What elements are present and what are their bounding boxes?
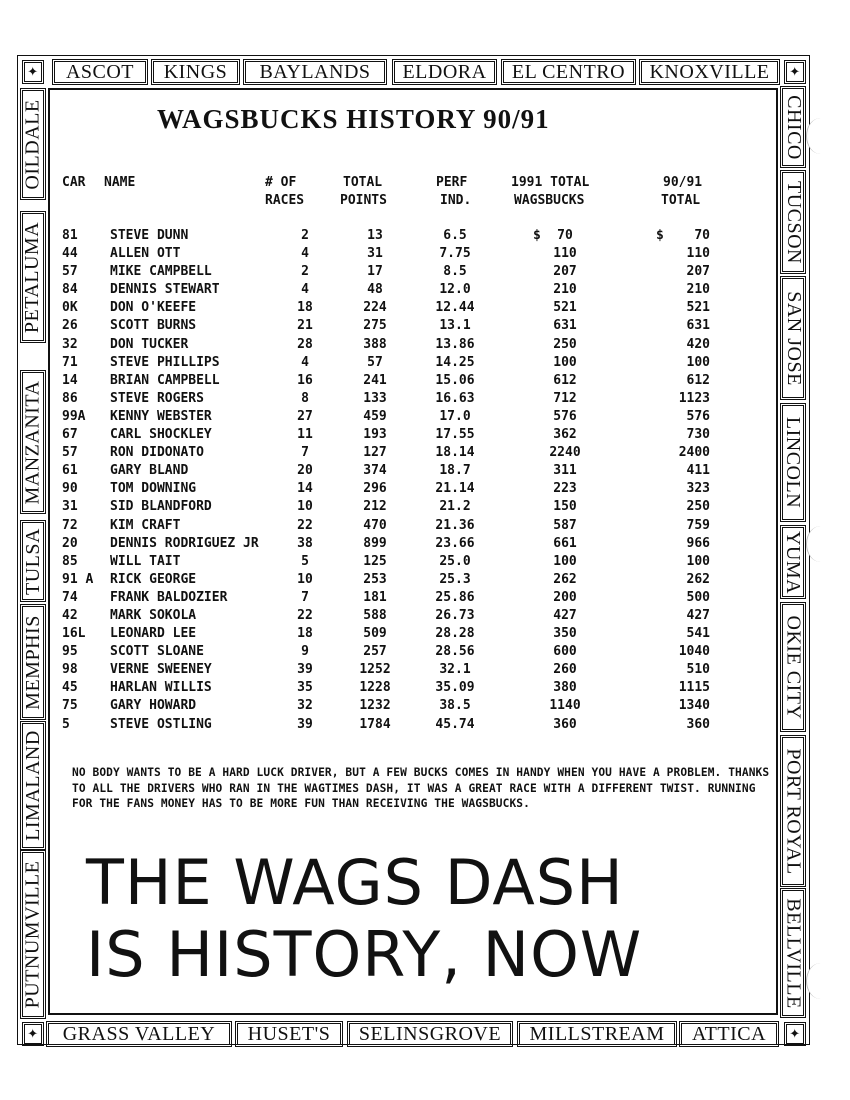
total-90-91: 420	[686, 336, 710, 352]
car-number: 16L	[62, 626, 86, 642]
car-number: 42	[62, 607, 78, 623]
right-track-chico: CHICO	[782, 88, 804, 166]
wagsbucks-1991: 360	[553, 716, 577, 732]
performance-index: 15.06	[435, 372, 475, 388]
performance-index: 18.7	[439, 463, 471, 479]
car-number: 14	[62, 372, 78, 388]
wagsbucks-1991: 311	[553, 463, 577, 479]
car-number: 57	[62, 264, 78, 280]
driver-name: RICK GEORGE	[110, 571, 197, 587]
top-track-baylands: BAYLANDS	[245, 61, 385, 83]
driver-name: CARL SHOCKLEY	[110, 427, 212, 443]
headline-line2: IS HISTORY, NOW	[86, 918, 643, 991]
races-count: 10	[297, 571, 313, 587]
wagsbucks-1991: 2240	[549, 445, 581, 461]
wagsbucks-1991: 110	[553, 246, 577, 262]
performance-index: 13.86	[435, 336, 475, 352]
right-track-yuma: YUMA	[782, 527, 804, 597]
total-90-91: 110	[686, 246, 710, 262]
header-points-line2: POINTS	[340, 193, 387, 208]
driver-name: VERNE SWEENEY	[110, 662, 212, 678]
car-number: 67	[62, 427, 78, 443]
total-points: 588	[363, 607, 387, 623]
total-90-91: 1115	[678, 680, 710, 696]
corner-top-right: ✦	[786, 62, 804, 82]
table-row	[0, 571, 850, 589]
wagsbucks-1991: 70	[557, 228, 573, 243]
car-number: 20	[62, 535, 78, 551]
total-points: 296	[363, 481, 387, 497]
races-count: 4	[301, 354, 309, 370]
total-90-91: 70	[694, 228, 710, 243]
top-track-el-centro: EL CENTRO	[503, 61, 634, 83]
left-track-petaluma: PETALUMA	[22, 213, 44, 341]
total-90-91: 207	[686, 264, 710, 280]
header-points-line1: TOTAL	[343, 175, 383, 190]
performance-index: 14.25	[435, 354, 475, 370]
races-count: 11	[297, 427, 313, 443]
total-90-91: 323	[686, 481, 710, 497]
table-row	[0, 245, 850, 263]
table-row	[0, 607, 850, 625]
car-number: 61	[62, 463, 78, 479]
total-90-91: 1340	[678, 698, 710, 714]
car-number: 31	[62, 499, 78, 515]
car-number: 81	[62, 228, 78, 243]
wagsbucks-1991: 250	[553, 336, 577, 352]
headline-line1: THE WAGS DASH	[86, 846, 624, 919]
driver-name: STEVE DUNN	[110, 228, 189, 243]
table-row	[0, 697, 850, 715]
table-row	[0, 643, 850, 661]
wagsbucks-1991: 207	[553, 264, 577, 280]
total-90-91: 612	[686, 372, 710, 388]
wagsbucks-1991: 200	[553, 589, 577, 605]
total-points: 388	[363, 336, 387, 352]
races-count: 2	[301, 228, 309, 243]
races-count: 22	[297, 517, 313, 533]
table-row	[0, 661, 850, 679]
driver-name: TOM DOWNING	[110, 481, 197, 497]
header-total-line2: TOTAL	[661, 193, 701, 208]
races-count: 7	[301, 589, 309, 605]
driver-name: SID BLANDFORD	[110, 499, 212, 515]
table-row	[0, 426, 850, 444]
performance-index: 13.1	[439, 318, 471, 334]
wagsbucks-1991: 661	[553, 535, 577, 551]
races-count: 18	[297, 626, 313, 642]
wagsbucks-1991: 223	[553, 481, 577, 497]
races-count: 5	[301, 553, 309, 569]
total-points: 224	[363, 300, 387, 316]
total-points: 13	[367, 228, 383, 243]
table-row	[0, 480, 850, 498]
performance-index: 12.44	[435, 300, 475, 316]
driver-name: SCOTT BURNS	[110, 318, 197, 334]
car-number: 84	[62, 282, 78, 298]
bottom-track-husets: HUSET'S	[237, 1023, 341, 1045]
wagsbucks-1991: 260	[553, 662, 577, 678]
total-90-91: 730	[686, 427, 710, 443]
header-perf-line2: IND.	[440, 193, 472, 208]
total-points: 899	[363, 535, 387, 551]
left-track-putnumville: PUTNUMVILLE	[22, 852, 44, 1017]
table-row	[0, 390, 850, 408]
races-count: 39	[297, 716, 313, 732]
table-row	[0, 336, 850, 354]
races-count: 4	[301, 282, 309, 298]
performance-index: 6.5	[443, 228, 467, 243]
table-row	[0, 317, 850, 335]
header-wagsbucks-line2: WAGSBUCKS	[514, 193, 585, 208]
wagsbucks-1991: 600	[553, 644, 577, 660]
driver-name: KENNY WEBSTER	[110, 408, 212, 424]
driver-name: MARK SOKOLA	[110, 607, 197, 623]
performance-index: 17.0	[439, 408, 471, 424]
driver-name: GARY HOWARD	[110, 698, 197, 714]
driver-name: KIM CRAFT	[110, 517, 181, 533]
performance-index: 32.1	[439, 662, 471, 678]
left-track-memphis: MEMPHIS	[22, 606, 44, 718]
total-90-91: 2400	[678, 445, 710, 461]
right-track-san-jose: SAN JOSE	[782, 278, 804, 398]
wagsbucks-1991: 262	[553, 571, 577, 587]
wagsbucks-1991: 712	[553, 390, 577, 406]
car-number: 90	[62, 481, 78, 497]
binder-hole-bottom	[806, 963, 835, 999]
total-90-91: 541	[686, 626, 710, 642]
left-track-tulsa: TULSA	[22, 522, 44, 600]
performance-index: 21.2	[439, 499, 471, 515]
total-90-91: 210	[686, 282, 710, 298]
performance-index: 21.14	[435, 481, 475, 497]
performance-index: 28.28	[435, 626, 475, 642]
driver-name: ALLEN OTT	[110, 246, 181, 262]
driver-name: DENNIS STEWART	[110, 282, 220, 298]
driver-name: STEVE ROGERS	[110, 390, 204, 406]
total-points: 1252	[359, 662, 391, 678]
races-count: 39	[297, 662, 313, 678]
wagsbucks-1991: 100	[553, 354, 577, 370]
races-count: 32	[297, 698, 313, 714]
header-perf-line1: PERF	[436, 175, 468, 190]
total-90-91: 1040	[678, 644, 710, 660]
top-track-eldora: ELDORA	[394, 61, 495, 83]
total-90-91: 521	[686, 300, 710, 316]
wagsbucks-1991: 587	[553, 517, 577, 533]
table-row	[0, 299, 850, 317]
car-number: 0K	[62, 300, 78, 316]
header-total-line1: 90/91	[663, 175, 703, 190]
driver-name: STEVE PHILLIPS	[110, 354, 220, 370]
wagsbucks-1991: 521	[553, 300, 577, 316]
standings-table	[0, 227, 850, 734]
total-points: 509	[363, 626, 387, 642]
header-races-line1: # OF	[265, 175, 297, 190]
car-number: 99A	[62, 408, 86, 424]
table-row	[0, 553, 850, 571]
wagsbucks-1991: 150	[553, 499, 577, 515]
performance-index: 16.63	[435, 390, 475, 406]
table-row	[0, 589, 850, 607]
races-count: 22	[297, 607, 313, 623]
total-90-91: 576	[686, 408, 710, 424]
total-points: 48	[367, 282, 383, 298]
wagsbucks-1991: 362	[553, 427, 577, 443]
races-count: 35	[297, 680, 313, 696]
binder-hole-top	[806, 118, 835, 154]
total-points: 127	[363, 445, 387, 461]
total-points: 133	[363, 390, 387, 406]
races-count: 14	[297, 481, 313, 497]
right-track-lincoln: LINCOLN	[782, 405, 804, 520]
wagsbucks-1991: 631	[553, 318, 577, 334]
performance-index: 21.36	[435, 517, 475, 533]
driver-name: MIKE CAMPBELL	[110, 264, 212, 280]
car-number: 32	[62, 336, 78, 352]
total-points: 1228	[359, 680, 391, 696]
closing-note: NO BODY WANTS TO BE A HARD LUCK DRIVER, BUT A FEW BUCKS COMES IN HANDY WHEN YOU HAVE A PROBLEM. THANKS TO ALL THE DRIVERS WHO RAN IN THE WAGTIMES DASH, IT WAS A GREAT RACE WITH A DIFFERENT TWIST. RUNNING FOR THE FANS MONEY HAS TO BE MORE FUN THAN RECEIVING THE WAGSBUCKS.	[72, 766, 770, 810]
top-track-knoxville: KNOXVILLE	[641, 61, 778, 83]
table-row	[0, 535, 850, 553]
performance-index: 23.66	[435, 535, 475, 551]
table-row	[0, 679, 850, 697]
table-row	[0, 227, 850, 245]
performance-index: 12.0	[439, 282, 471, 298]
performance-index: 7.75	[439, 246, 471, 262]
total-90-91: 631	[686, 318, 710, 334]
performance-index: 28.56	[435, 644, 475, 660]
driver-name: DON TUCKER	[110, 336, 189, 352]
total-90-91: 100	[686, 354, 710, 370]
driver-name: BRIAN CAMPBELL	[110, 372, 220, 388]
total-points: 212	[363, 499, 387, 515]
total-90-91: 100	[686, 553, 710, 569]
races-count: 7	[301, 445, 309, 461]
races-count: 2	[301, 264, 309, 280]
total-points: 470	[363, 517, 387, 533]
total-90-91: 262	[686, 571, 710, 587]
races-count: 20	[297, 463, 313, 479]
performance-index: 18.14	[435, 445, 475, 461]
car-number: 45	[62, 680, 78, 696]
table-row	[0, 625, 850, 643]
performance-index: 45.74	[435, 716, 475, 732]
car-number: 5	[62, 716, 70, 732]
total-points: 193	[363, 427, 387, 443]
races-count: 18	[297, 300, 313, 316]
table-row	[0, 716, 850, 734]
car-number: 91 A	[62, 571, 94, 587]
wagsbucks-1991: 210	[553, 282, 577, 298]
table-row	[0, 462, 850, 480]
driver-name: DENNIS RODRIGUEZ JR	[110, 535, 259, 551]
car-number: 72	[62, 517, 78, 533]
total-points: 253	[363, 571, 387, 587]
total-points: 275	[363, 318, 387, 334]
driver-name: GARY BLAND	[110, 463, 189, 479]
driver-name: FRANK BALDOZIER	[110, 589, 228, 605]
right-track-port-royal: PORT ROYAL	[782, 737, 804, 885]
corner-bottom-left: ✦	[24, 1024, 42, 1044]
table-row	[0, 281, 850, 299]
races-count: 8	[301, 390, 309, 406]
driver-name: DON O'KEEFE	[110, 300, 197, 316]
corner-bottom-right: ✦	[786, 1024, 804, 1044]
total-points: 57	[367, 354, 383, 370]
car-number: 75	[62, 698, 78, 714]
driver-name: SCOTT SLOANE	[110, 644, 204, 660]
top-track-ascot: ASCOT	[54, 61, 146, 83]
car-number: 95	[62, 644, 78, 660]
total-90-91: 510	[686, 662, 710, 678]
driver-name: LEONARD LEE	[110, 626, 197, 642]
driver-name: WILL TAIT	[110, 553, 181, 569]
table-row	[0, 408, 850, 426]
total-points: 1784	[359, 716, 391, 732]
wagsbucks-1991: 350	[553, 626, 577, 642]
table-row	[0, 372, 850, 390]
races-count: 16	[297, 372, 313, 388]
table-row	[0, 498, 850, 516]
total-90-91: 427	[686, 607, 710, 623]
total-90-91: 250	[686, 499, 710, 515]
performance-index: 38.5	[439, 698, 471, 714]
currency-symbol: $	[656, 228, 664, 243]
driver-name: HARLAN WILLIS	[110, 680, 212, 696]
performance-index: 8.5	[443, 264, 467, 280]
top-track-kings: KINGS	[153, 61, 238, 83]
performance-index: 26.73	[435, 607, 475, 623]
left-track-limaland: LIMALAND	[22, 723, 44, 848]
races-count: 21	[297, 318, 313, 334]
page-title: WAGSBUCKS HISTORY 90/91	[157, 104, 550, 134]
wagsbucks-1991: 100	[553, 553, 577, 569]
total-points: 241	[363, 372, 387, 388]
races-count: 9	[301, 644, 309, 660]
table-row	[0, 263, 850, 281]
car-number: 57	[62, 445, 78, 461]
races-count: 38	[297, 535, 313, 551]
performance-index: 25.86	[435, 589, 475, 605]
car-number: 44	[62, 246, 78, 262]
total-90-91: 759	[686, 517, 710, 533]
total-points: 181	[363, 589, 387, 605]
races-count: 27	[297, 408, 313, 424]
total-points: 459	[363, 408, 387, 424]
header-car: CAR	[62, 175, 86, 190]
right-track-okie-city: OKIE CITY	[782, 604, 804, 730]
performance-index: 25.0	[439, 553, 471, 569]
left-track-oildale: OILDALE	[22, 90, 44, 198]
car-number: 26	[62, 318, 78, 334]
bottom-track-selinsgrove: SELINSGROVE	[349, 1023, 511, 1045]
header-name: NAME	[104, 175, 136, 190]
total-90-91: 966	[686, 535, 710, 551]
total-points: 1232	[359, 698, 391, 714]
table-row	[0, 354, 850, 372]
total-90-91: 500	[686, 589, 710, 605]
total-90-91: 360	[686, 716, 710, 732]
races-count: 4	[301, 246, 309, 262]
wagsbucks-1991: 427	[553, 607, 577, 623]
table-row	[0, 444, 850, 462]
bottom-track-attica: ATTICA	[681, 1023, 777, 1045]
total-points: 125	[363, 553, 387, 569]
bottom-track-millstream: MILLSTREAM	[519, 1023, 675, 1045]
performance-index: 25.3	[439, 571, 471, 587]
car-number: 98	[62, 662, 78, 678]
races-count: 10	[297, 499, 313, 515]
total-points: 17	[367, 264, 383, 280]
currency-symbol: $	[533, 228, 541, 243]
wagsbucks-1991: 612	[553, 372, 577, 388]
total-90-91: 411	[686, 463, 710, 479]
car-number: 85	[62, 553, 78, 569]
total-points: 257	[363, 644, 387, 660]
driver-name: STEVE OSTLING	[110, 716, 212, 732]
right-track-tucson: TUCSON	[782, 172, 804, 272]
wagsbucks-1991: 380	[553, 680, 577, 696]
performance-index: 35.09	[435, 680, 475, 696]
car-number: 74	[62, 589, 78, 605]
wagsbucks-1991: 576	[553, 408, 577, 424]
left-track-manzanita: MANZANITA	[22, 372, 44, 512]
header-wagsbucks-line1: 1991 TOTAL	[511, 175, 590, 190]
total-points: 374	[363, 463, 387, 479]
total-points: 31	[367, 246, 383, 262]
right-track-bellville: BELLVILLE	[782, 890, 804, 1016]
car-number: 86	[62, 390, 78, 406]
bottom-track-grass-valley: GRASS VALLEY	[48, 1023, 230, 1045]
total-90-91: 1123	[678, 390, 710, 406]
header-races-line2: RACES	[265, 193, 305, 208]
corner-top-left: ✦	[24, 62, 42, 82]
races-count: 28	[297, 336, 313, 352]
performance-index: 17.55	[435, 427, 475, 443]
table-row	[0, 517, 850, 535]
car-number: 71	[62, 354, 78, 370]
driver-name: RON DIDONATO	[110, 445, 204, 461]
wagsbucks-1991: 1140	[549, 698, 581, 714]
